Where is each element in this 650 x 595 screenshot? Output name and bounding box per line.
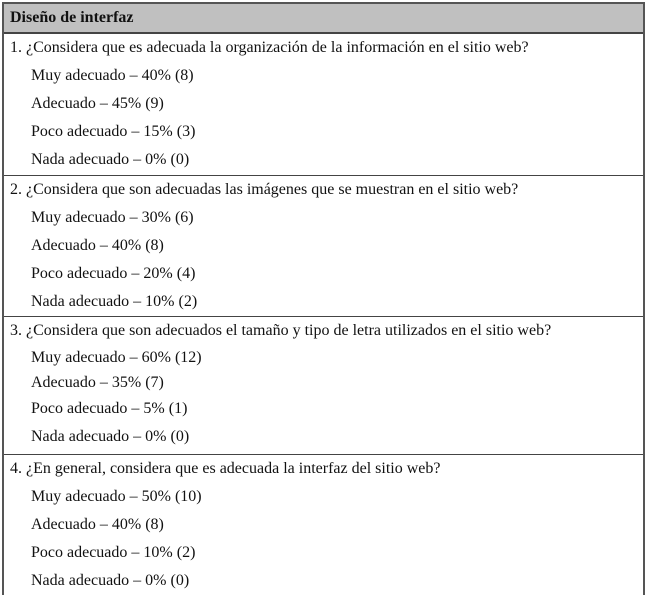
answer-option: Muy adecuado – 40% (8) xyxy=(31,67,194,84)
answer-option: Muy adecuado – 50% (10) xyxy=(31,488,202,505)
answer-option: Adecuado – 35% (7) xyxy=(31,374,164,391)
answer-option: Poco adecuado – 20% (4) xyxy=(31,265,196,282)
answer-option: Adecuado – 45% (9) xyxy=(31,95,164,112)
answer-option: Poco adecuado – 15% (3) xyxy=(31,123,196,140)
survey-table xyxy=(2,2,645,595)
table-header: Diseño de interfaz xyxy=(4,4,643,34)
answer-option: Nada adecuado – 0% (0) xyxy=(31,151,190,168)
answer-option: Muy adecuado – 30% (6) xyxy=(31,209,194,226)
question-section-4 xyxy=(4,455,643,595)
question-section-2 xyxy=(4,176,643,317)
answer-option: Nada adecuado – 10% (2) xyxy=(31,293,198,310)
answer-option: Poco adecuado – 5% (1) xyxy=(31,400,188,417)
question-text: 4. ¿En general, considera que es adecuada la interfaz del sitio web? xyxy=(10,460,441,477)
answer-option: Nada adecuado – 0% (0) xyxy=(31,428,190,445)
answer-option: Nada adecuado – 0% (0) xyxy=(31,572,190,589)
answer-option: Muy adecuado – 60% (12) xyxy=(31,349,202,366)
question-section-1 xyxy=(4,34,643,176)
answer-option: Poco adecuado – 10% (2) xyxy=(31,544,196,561)
question-text: 3. ¿Considera que son adecuados el tamaño y tipo de letra utilizados en el sitio web? xyxy=(10,322,552,339)
answer-option: Adecuado – 40% (8) xyxy=(31,237,164,254)
question-text: 2. ¿Considera que son adecuadas las imágenes que se muestran en el sitio web? xyxy=(10,181,519,198)
answer-option: Adecuado – 40% (8) xyxy=(31,516,164,533)
question-text: 1. ¿Considera que es adecuada la organización de la información en el sitio web? xyxy=(10,39,529,56)
question-section-3 xyxy=(4,317,643,455)
